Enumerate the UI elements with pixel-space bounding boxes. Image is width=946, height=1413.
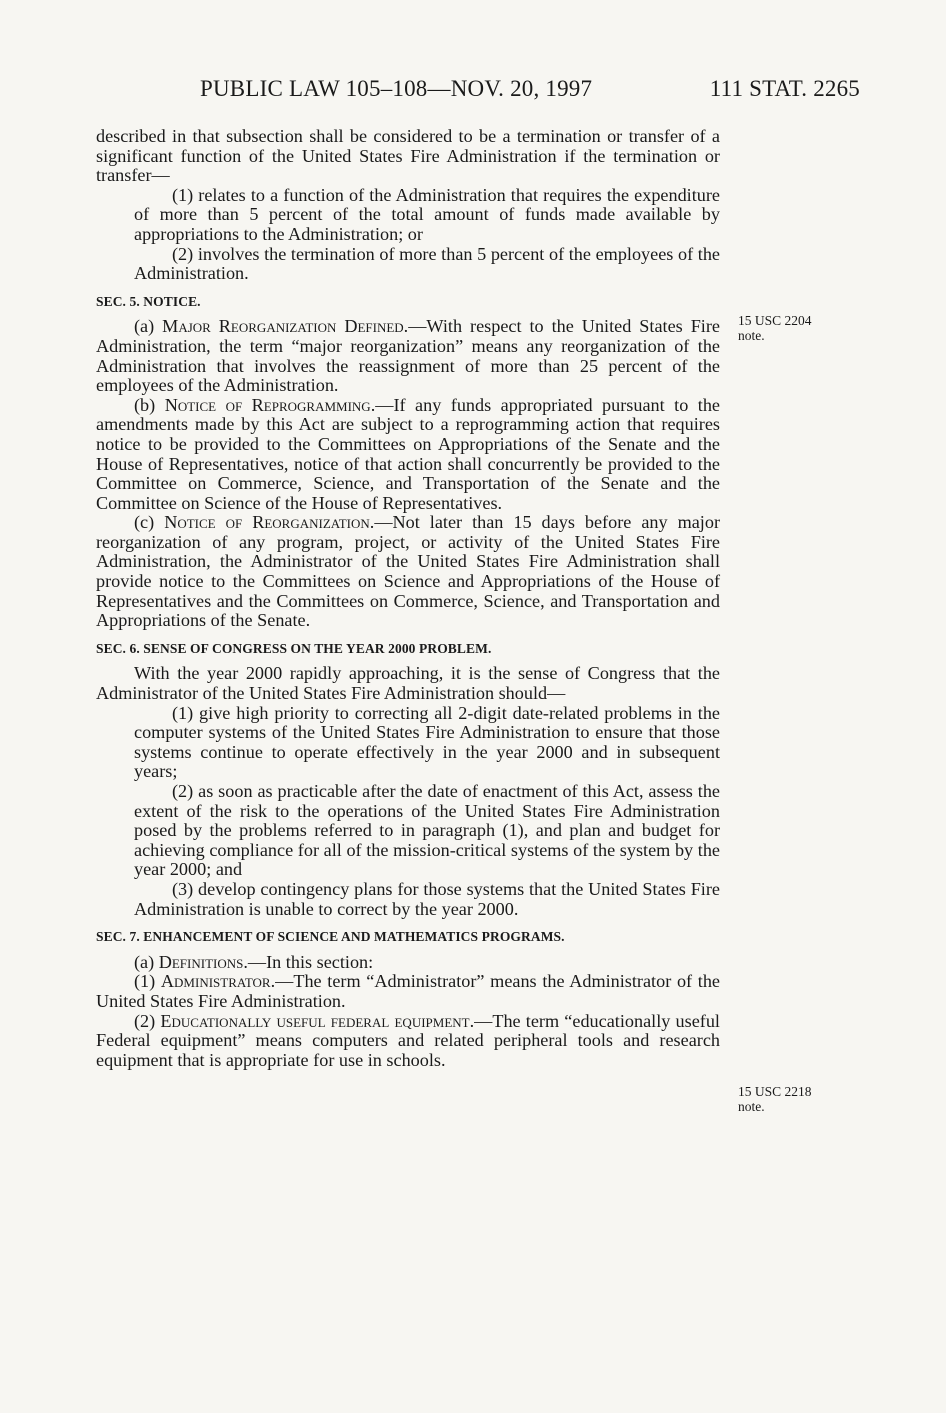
subsection-marker: (a) xyxy=(134,316,163,337)
margin-note-citation: 15 USC 2218 xyxy=(738,1084,812,1099)
margin-note-sec7 xyxy=(738,1084,812,1114)
section-7-definition-1 xyxy=(96,972,720,1011)
subsection-heading: Major Reorganization Defined. xyxy=(162,316,409,337)
section-6-intro: With the year 2000 rapidly approaching, it is the sense of Congress that the Administrator of the United States Fire Administration should— xyxy=(96,663,720,704)
definition-text: —The term “Administrator” means the Administrator of the United States Fire Administration. xyxy=(96,971,721,1011)
section-7-subsection-a xyxy=(96,953,720,973)
document-body xyxy=(96,127,720,1070)
paragraph-item-2: (2) involves the termination of more than 5 percent of the employees of the Administration. xyxy=(134,243,720,284)
margin-note-label: note. xyxy=(738,1099,765,1114)
section-5-subsection-a xyxy=(96,317,720,395)
subsection-heading: Definitions. xyxy=(158,951,248,972)
margin-note-citation: 15 USC 2204 xyxy=(738,313,812,328)
section-6-heading: SEC. 6. SENSE OF CONGRESS ON THE YEAR 2000 PROBLEM. xyxy=(96,640,492,656)
subsection-text: —With respect to the United States Fire Administration, the term “major reorganization” means any reorganization of the Administration that involves the reassignment of more than 25 percent of the employees of the Administration. xyxy=(96,316,720,396)
subsection-heading: Notice of Reorganization. xyxy=(164,512,375,533)
section-5-subsection-b xyxy=(96,396,720,514)
margin-note-label: note. xyxy=(738,328,765,343)
paragraph: described in that subsection shall be considered to be a termination or transfer of a significant function of the United States Fire Administration if the termination or transfer— xyxy=(96,126,720,186)
definition-heading: Educationally useful federal equipment. xyxy=(160,1010,475,1031)
definition-marker: (1) xyxy=(134,971,161,992)
public-law-citation: PUBLIC LAW 105–108—NOV. 20, 1997 xyxy=(200,76,593,101)
definition-marker: (2) xyxy=(134,1010,161,1031)
section-5-heading: SEC. 5. NOTICE. xyxy=(96,293,201,309)
subsection-marker: (b) xyxy=(134,394,165,415)
section-7-definition-2 xyxy=(96,1012,720,1071)
section-5-subsection-c xyxy=(96,513,720,631)
subsection-text: —In this section: xyxy=(247,951,374,972)
section-6-item-1: (1) give high priority to correcting all 2-digit date-related problems in the computer systems of the United States Fire Administration to ensure that those systems continue to operate effectively in the year 2000 and in subsequent years; xyxy=(134,702,720,782)
section-6-item-2: (2) as soon as practicable after the date of enactment of this Act, assess the extent of the risk to the operations of the United States Fire Administration posed by the problems referred to in paragraph (1), and plan and budget for achieving compliance for all of the mission-critical systems of the system by the year 2000; and xyxy=(134,781,720,880)
statute-page-number: 111 STAT. 2265 xyxy=(709,76,860,101)
section-7-heading: SEC. 7. ENHANCEMENT OF SCIENCE AND MATHEMATICS PROGRAMS. xyxy=(96,929,565,945)
paragraph-item-1: (1) relates to a function of the Administration that requires the expenditure of more than 5 percent of the total amount of funds made available by appropriations to the Administration; or xyxy=(134,184,720,244)
section-6-item-3: (3) develop contingency plans for those systems that the United States Fire Administration is unable to correct by the year 2000. xyxy=(134,878,720,919)
subsection-text: —Not later than 15 days before any major reorganization of any program, project, or activity of the United States Fire Administration, the Administrator of the United States Fire Administration shall provide notice to the Committees on Science and Appropriations of the House of Representatives and the Committees on Commerce, Science, and Transportation and Appropriations of the Senate. xyxy=(96,512,721,631)
subsection-text: —If any funds appropriated pursuant to the amendments made by this Act are subject to a reprogramming action that requires notice to be provided to the Committees on Appropriations of the Senate and the House of Representatives, notice of that action shall concurrently be provided to the Committee on Commerce, Science, and Transportation of the Senate and the Committee on Science of the House of Representatives. xyxy=(96,394,720,513)
definition-text: —The term “educationally useful Federal equipment” means computers and related peripheral tools and research equipment that is appropriate for use in schools. xyxy=(96,1010,720,1070)
subsection-marker: (c) xyxy=(134,512,165,533)
margin-note-sec5 xyxy=(738,313,812,343)
subsection-heading: Notice of Reprogramming. xyxy=(164,394,376,415)
definition-heading: Administrator. xyxy=(160,971,276,992)
subsection-marker: (a) xyxy=(134,951,159,972)
